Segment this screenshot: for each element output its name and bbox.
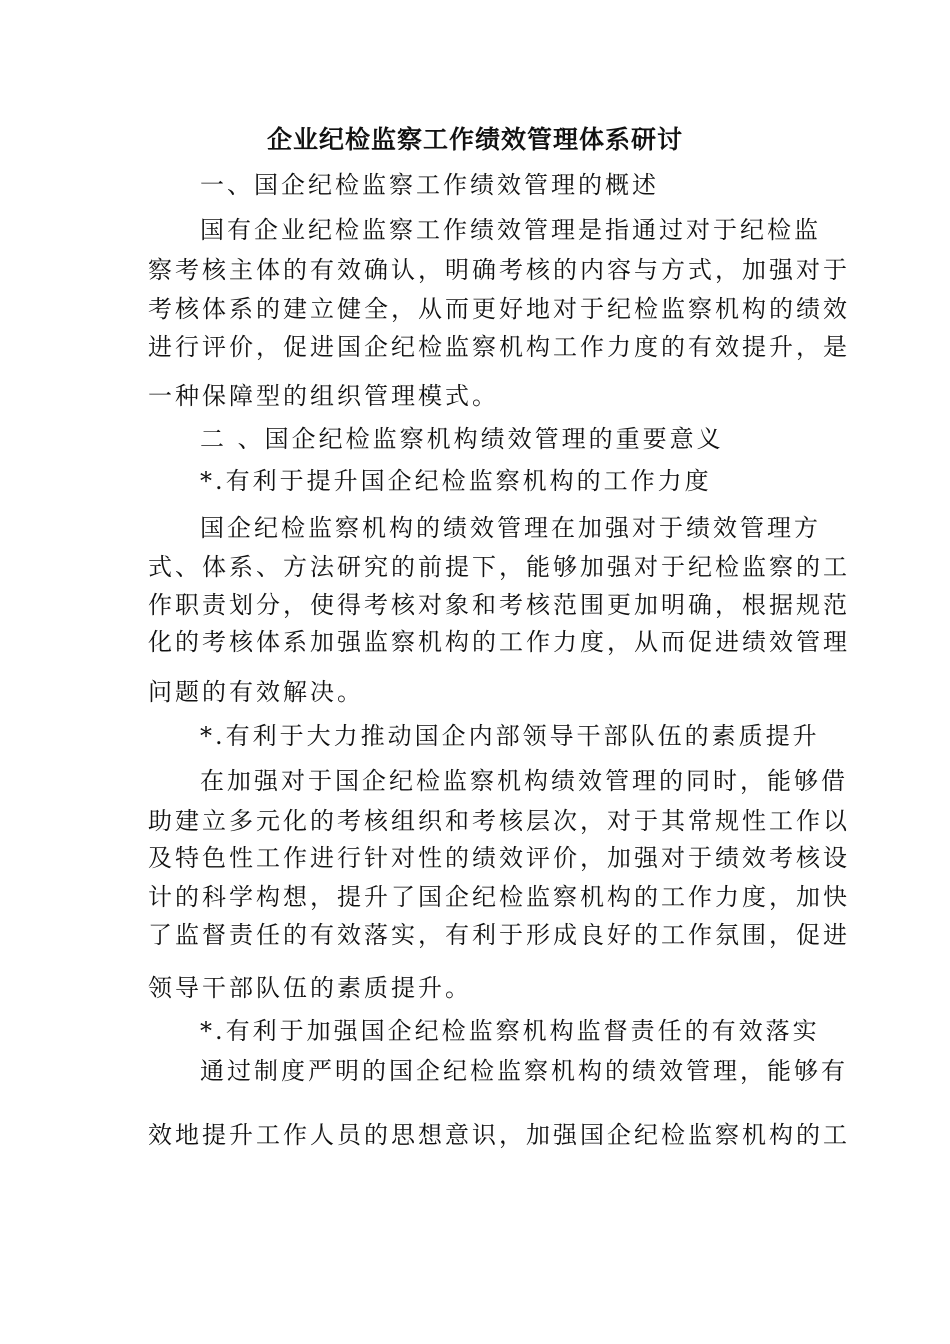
paragraph-line: 一种保障型的组织管理模式。	[148, 382, 499, 410]
paragraph-line: 作职责划分，使得考核对象和考核范围更加明确，根据规范	[148, 591, 850, 619]
document-title: 企业纪检监察工作绩效管理体系研讨	[266, 125, 683, 154]
paragraph-line: 化的考核体系加强监察机构的工作力度，从而促进绩效管理	[148, 628, 850, 656]
paragraph-line: 效地提升工作人员的思想意识，加强国企纪检监察机构的工	[148, 1121, 850, 1149]
paragraph-line: 领导干部队伍的素质提升。	[148, 974, 472, 1002]
subheading-1: *.有利于提升国企纪检监察机构的工作力度	[200, 467, 712, 495]
paragraph-line: 助建立多元化的考核组织和考核层次，对于其常规性工作以	[148, 807, 850, 835]
paragraph-line: 了监督责任的有效落实，有利于形成良好的工作氛围，促进	[148, 921, 850, 949]
paragraph-line: 国有企业纪检监察工作绩效管理是指通过对于纪检监	[200, 216, 821, 244]
paragraph-line: 问题的有效解决。	[148, 678, 364, 706]
paragraph-line: 通过制度严明的国企纪检监察机构的绩效管理，能够有	[200, 1057, 848, 1085]
paragraph-line: 察考核主体的有效确认，明确考核的内容与方式，加强对于	[148, 256, 850, 284]
heading-section-2: 二 、国企纪检监察机构绩效管理的重要意义	[200, 425, 724, 453]
subheading-2: *.有利于大力推动国企内部领导干部队伍的素质提升	[200, 722, 820, 750]
paragraph-line: 计的科学构想，提升了国企纪检监察机构的工作力度，加快	[148, 883, 850, 911]
paragraph-line: 式、体系、方法研究的前提下，能够加强对于纪检监察的工	[148, 553, 850, 581]
heading-section-1: 一、国企纪检监察工作绩效管理的概述	[200, 171, 659, 199]
paragraph-line: 国企纪检监察机构的绩效管理在加强对于绩效管理方	[200, 514, 821, 542]
subheading-3: *.有利于加强国企纪检监察机构监督责任的有效落实	[200, 1017, 820, 1045]
paragraph-line: 在加强对于国企纪检监察机构绩效管理的同时，能够借	[200, 767, 848, 795]
paragraph-line: 及特色性工作进行针对性的绩效评价，加强对于绩效考核设	[148, 844, 850, 872]
paragraph-line: 考核体系的建立健全，从而更好地对于纪检监察机构的绩效	[148, 295, 850, 323]
paragraph-line: 进行评价，促进国企纪检监察机构工作力度的有效提升，是	[148, 333, 850, 361]
